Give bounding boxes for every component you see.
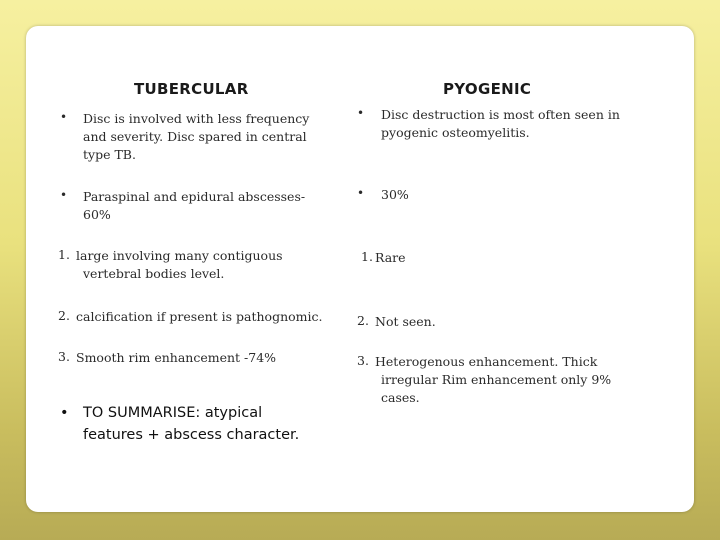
tb-num-1: 1. bbox=[58, 247, 70, 262]
tb-level-line1: large involving many contiguous bbox=[76, 248, 283, 263]
pyo-disc-line2: pyogenic osteomyelitis. bbox=[381, 125, 530, 140]
tubercular-heading: TUBERCULAR bbox=[134, 80, 249, 98]
pyo-disc-line1: Disc destruction is most often seen in bbox=[381, 107, 620, 122]
tb-enhancement: Smooth rim enhancement -74% bbox=[76, 350, 277, 365]
summary-bullet: • bbox=[60, 405, 69, 421]
tb-abscess-line1: Paraspinal and epidural abscesses- bbox=[83, 189, 306, 204]
tb-calcification: calcification if present is pathognomic. bbox=[76, 309, 323, 324]
pyo-enhancement-line1: Heterogenous enhancement. Thick bbox=[375, 354, 598, 369]
bullet-dot: • bbox=[357, 106, 365, 120]
pyo-enhancement-line2: irregular Rim enhancement only 9% bbox=[381, 372, 612, 387]
pyo-calcification: Not seen. bbox=[375, 314, 436, 329]
summary-line1: TO SUMMARISE: atypical bbox=[83, 405, 263, 421]
bullet-dot: • bbox=[357, 186, 365, 200]
pyo-num-1: 1. bbox=[361, 249, 373, 264]
tb-num-3: 3. bbox=[58, 349, 70, 364]
tb-disc-line1: Disc is involved with less frequency bbox=[83, 111, 310, 126]
tb-abscess-line2: 60% bbox=[83, 207, 111, 222]
tb-disc-line3: type TB. bbox=[83, 147, 136, 162]
bullet-dot: • bbox=[60, 188, 68, 202]
tb-level-line2: vertebral bodies level. bbox=[83, 266, 225, 281]
bullet-dot: • bbox=[60, 110, 68, 124]
pyo-num-2: 2. bbox=[357, 313, 369, 328]
summary-line2: features + abscess character. bbox=[83, 427, 300, 443]
tb-disc-line2: and severity. Disc spared in central bbox=[83, 129, 307, 144]
pyo-num-3: 3. bbox=[357, 353, 369, 368]
pyo-enhancement-line3: cases. bbox=[381, 390, 420, 405]
pyo-level: Rare bbox=[375, 250, 406, 265]
pyogenic-heading: PYOGENIC bbox=[443, 80, 532, 98]
tb-num-2: 2. bbox=[58, 308, 70, 323]
pyo-abscess: 30% bbox=[381, 187, 409, 202]
